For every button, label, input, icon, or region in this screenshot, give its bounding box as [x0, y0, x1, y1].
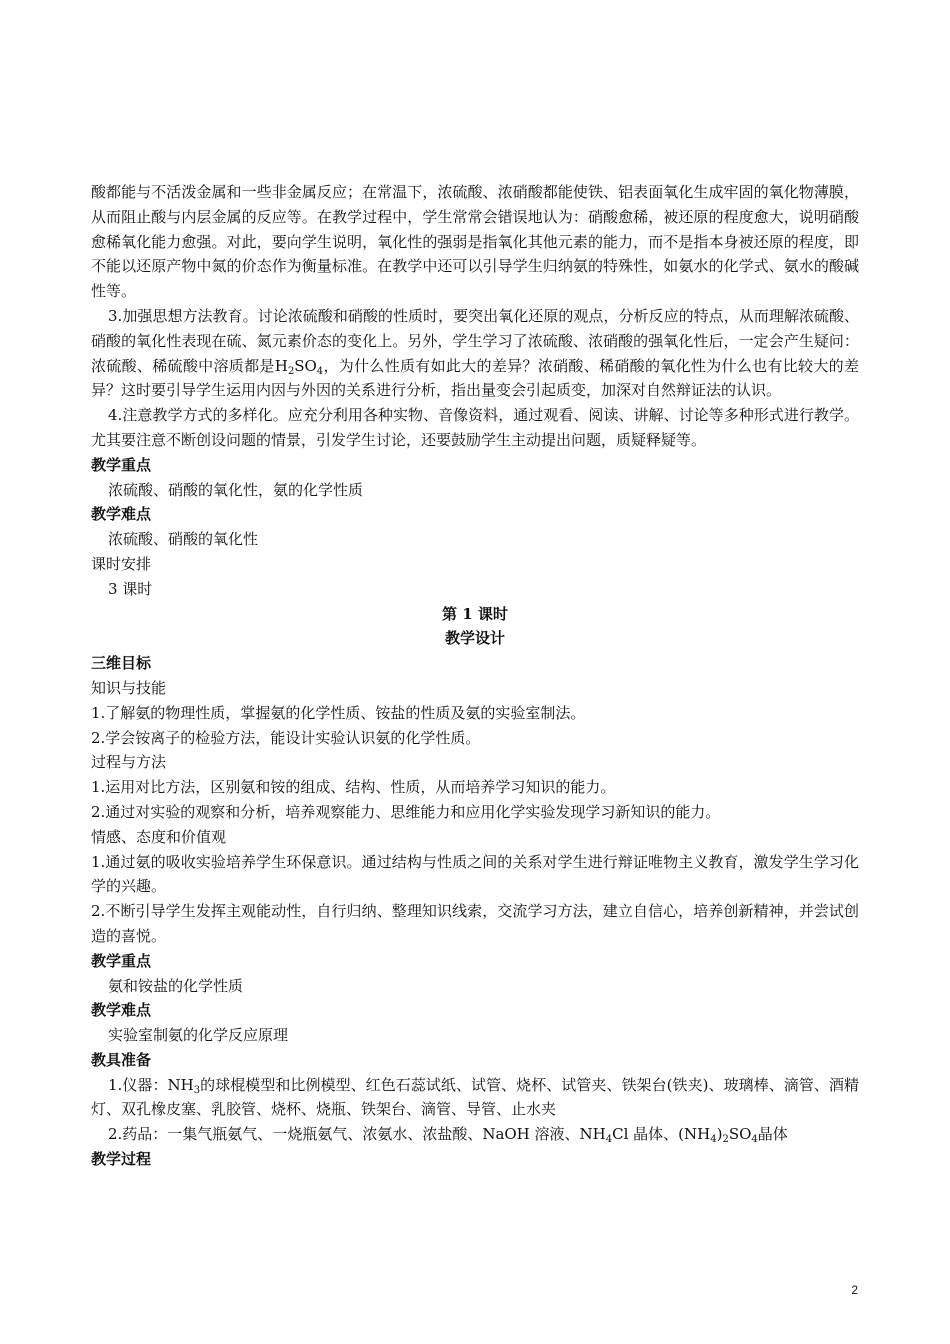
- paragraph-method-education: 3.加强思想方法教育。讨论浓硫酸和硝酸的性质时，要突出氧化还原的观点，分析反应的特点，从而理解浓硫酸、硝酸的氧化性表现在硫、氮元素价态的变化上。另外，学生学习了浓硫酸、浓硝酸的强氧化性后，一定会产生疑问：浓硫酸、稀硫酸中溶质都是$H_2SO_4$，为什么性质有如此大的差异？浓硝酸、稀硝酸的氧化性为什么也有比较大的差异？这时要引导学生运用内因与外因的关系进行分析，指出量变会引起质变，加深对自然辩证法的认识。: [91, 306, 859, 400]
- key-points-text: 浓硫酸、硝酸的氧化性，氨的化学性质: [108, 480, 364, 499]
- heading-schedule: 课时安排: [91, 554, 152, 573]
- page-number: 2: [851, 1283, 858, 1297]
- process-item-2: 2.通过对实验的观察和分析，培养观察能力、思维能力和应用化学实验发现学习新知识的能力。: [91, 802, 721, 821]
- heading-teaching-process: 教学过程: [91, 1150, 152, 1169]
- heading-process-methods: 过程与方法: [91, 753, 167, 772]
- tools-instruments: 1.仪器：$NH_3$的球棍模型和比例模型、红色石蕊试纸、试管、烧杯、试管夹、铁架台(铁夹)、玻璃棒、滴管、酒精灯、双孔橡皮塞、乳胶管、烧杯、烧瓶、铁架台、滴管、导管、止水夹: [91, 1075, 859, 1119]
- heading-emotion-values: 情感、态度和价值观: [91, 827, 227, 846]
- knowledge-item-1: 1.了解氨的物理性质，掌握氨的化学性质、铵盐的性质及氨的实验室制法。: [91, 703, 586, 722]
- lesson-subtitle: 教学设计: [444, 629, 505, 648]
- emotion-item-2: 2.不断引导学生发挥主观能动性，自行归纳、整理知识线索，交流学习方法，建立自信心，培养创新精神，并尝试创造的喜悦。: [91, 902, 859, 945]
- heading-difficulties-2: 教学难点: [91, 1001, 152, 1020]
- heading-key-points-2: 教学重点: [91, 951, 152, 970]
- process-item-1: 1.运用对比方法，区别氨和铵的组成、结构、性质，从而培养学习知识的能力。: [91, 778, 616, 797]
- difficulties-text-2: 实验室制氨的化学反应原理: [108, 1026, 289, 1045]
- lesson-title: 第 1 课时: [442, 604, 508, 623]
- page-content: [91, 180, 859, 1172]
- emotion-item-1: 1.通过氨的吸收实验培养学生环保意识。通过结构与性质之间的关系对学生进行辩证唯物主义教育，激发学生学习化学的兴趣。: [91, 852, 859, 896]
- heading-teaching-tools: 教具准备: [91, 1050, 152, 1069]
- paragraph-teaching-diversity: 4.注意教学方式的多样化。应充分利用各种实物、音像资料，通过观看、阅读、讲解、讨论等多种形式进行教学。尤其要注意不断创设问题的情景，引发学生讨论，还要鼓励学生主动提出问题，质疑释疑等。: [91, 406, 859, 449]
- heading-knowledge-skills: 知识与技能: [91, 678, 167, 697]
- key-points-text-2: 氨和铵盐的化学性质: [108, 976, 244, 995]
- knowledge-item-2: 2.学会铵离子的检验方法，能设计实验认识氨的化学性质。: [91, 728, 481, 747]
- heading-difficulties: 教学难点: [91, 505, 152, 524]
- heading-objectives: 三维目标: [91, 654, 152, 673]
- heading-key-points: 教学重点: [91, 455, 152, 474]
- paragraph-continuation: 酸都能与不活泼金属和一些非金属反应；在常温下，浓硫酸、浓硝酸都能使铁、铝表面氧化生成牢固的氧化物薄膜，从而阻止酸与内层金属的反应等。在教学过程中，学生常常会错误地认为：硝酸愈稀，被还原的程度愈大，说明硝酸愈稀氧化能力愈强。对此，要向学生说明，氧化性的强弱是指氧化其他元素的能力，而不是指本身被还原的程度，即不能以还原产物中氮的价态作为衡量标准。在教学中还可以引导学生归纳氨的特殊性，如氨水的化学式、氨水的酸碱性等。: [91, 183, 859, 301]
- schedule-text: 3 课时: [108, 579, 153, 598]
- tools-reagents: 2.药品：一集气瓶氨气、一烧瓶氨气、浓氨水、浓盐酸、NaOH 溶液、$NH_4Cl$ 晶体、$(NH_4)_2SO_4$晶体: [108, 1125, 788, 1146]
- difficulties-text: 浓硫酸、硝酸的氧化性: [108, 530, 259, 549]
